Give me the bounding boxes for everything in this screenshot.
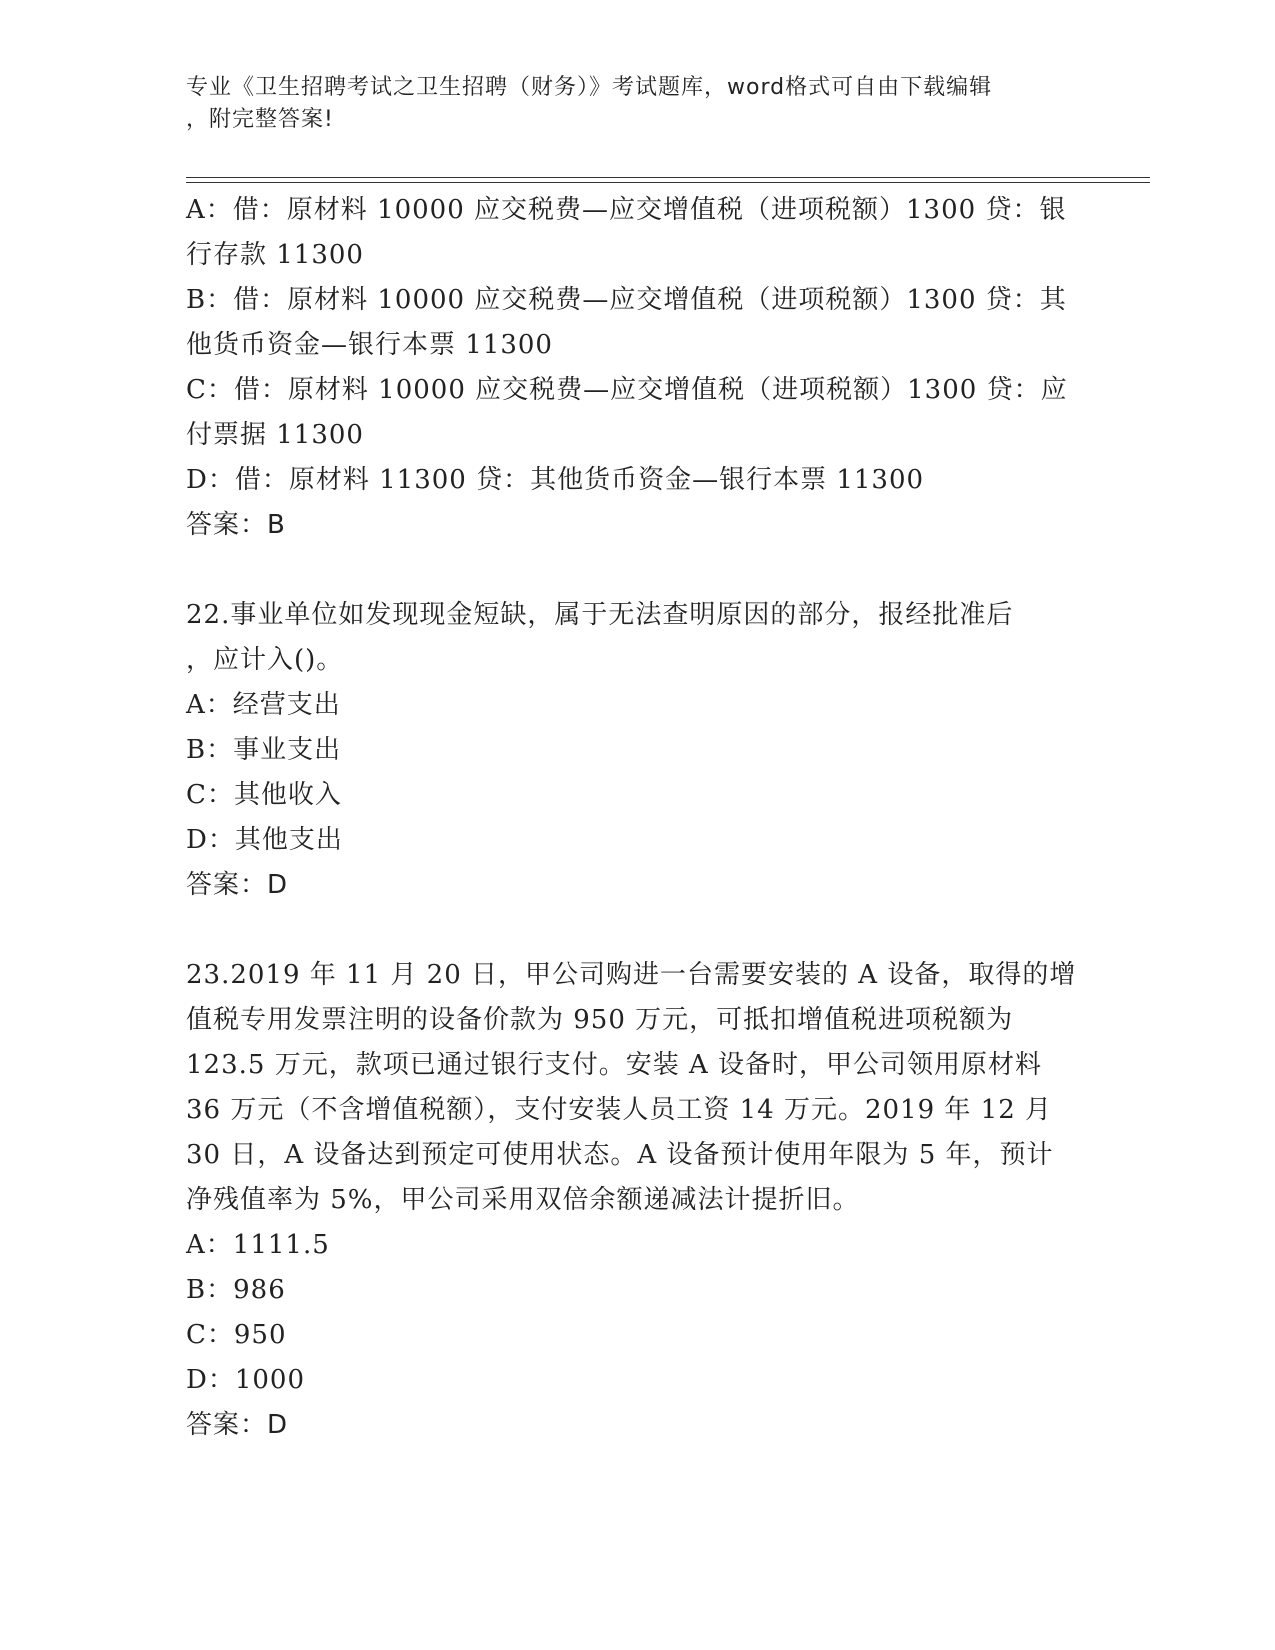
question-22 [186, 593, 1086, 908]
option-a: A：经营支出 [186, 690, 341, 720]
answer: 答案：D [186, 1410, 289, 1440]
option-c-line-2: 付票据 11300 [186, 420, 364, 450]
header-line-1: 专业《卫生招聘考试之卫生招聘（财务）》考试题库，word格式可自由下载编辑 [186, 75, 993, 100]
option-c-line-1: C：借：原材料 10000 应交税费—应交增值税（进项税额）1300 贷：应 [186, 375, 1068, 405]
header-line-2: ，附完整答案! [186, 107, 334, 132]
option-a-line-1: A：借：原材料 10000 应交税费—应交增值税（进项税额）1300 贷：银 [186, 195, 1067, 225]
question-stem-line-3: 123.5 万元，款项已通过银行支付。安装 A 设备时，甲公司领用原材料 [186, 1050, 1043, 1080]
option-b-line-1: B：借：原材料 10000 应交税费—应交增值税（进项税额）1300 贷：其 [186, 285, 1067, 315]
header-divider-bottom [186, 182, 1150, 183]
header-divider-top [186, 177, 1150, 178]
document-header [186, 72, 1066, 136]
spacer [186, 548, 1086, 593]
question-stem-line-6: 净残值率为 5%，甲公司采用双倍余额递减法计提折旧。 [186, 1185, 860, 1215]
option-c: C：950 [186, 1320, 287, 1350]
option-b: B：事业支出 [186, 735, 342, 765]
question-stem-line-1: 22.事业单位如发现现金短缺，属于无法查明原因的部分，报经批准后 [186, 600, 1014, 630]
question-stem-line-4: 36 万元（不含增值税额），支付安装人员工资 14 万元。2019 年 12 月 [186, 1095, 1053, 1125]
question-stem-line-1: 23.2019 年 11 月 20 日，甲公司购进一台需要安装的 A 设备，取得的增 [186, 960, 1077, 990]
answer: 答案：B [186, 510, 286, 540]
option-a-line-2: 行存款 11300 [186, 240, 364, 270]
question-21 [186, 188, 1086, 548]
question-stem-line-2: 值税专用发票注明的设备价款为 950 万元，可抵扣增值税进项税额为 [186, 1005, 1014, 1035]
option-a: A：1111.5 [186, 1230, 330, 1260]
question-23 [186, 953, 1086, 1448]
option-b: B：986 [186, 1275, 286, 1305]
option-b-line-2: 他货币资金—银行本票 11300 [186, 330, 553, 360]
spacer [186, 908, 1086, 953]
option-d: D：1000 [186, 1365, 306, 1395]
question-stem-line-2: ，应计入()。 [186, 645, 344, 675]
answer: 答案：D [186, 870, 289, 900]
option-d: D：借：原材料 11300 贷：其他货币资金—银行本票 11300 [186, 465, 925, 495]
option-d: D：其他支出 [186, 825, 343, 855]
question-stem-line-5: 30 日，A 设备达到预定可使用状态。A 设备预计使用年限为 5 年，预计 [186, 1140, 1054, 1170]
option-c: C：其他收入 [186, 780, 342, 810]
question-content [186, 188, 1086, 1448]
